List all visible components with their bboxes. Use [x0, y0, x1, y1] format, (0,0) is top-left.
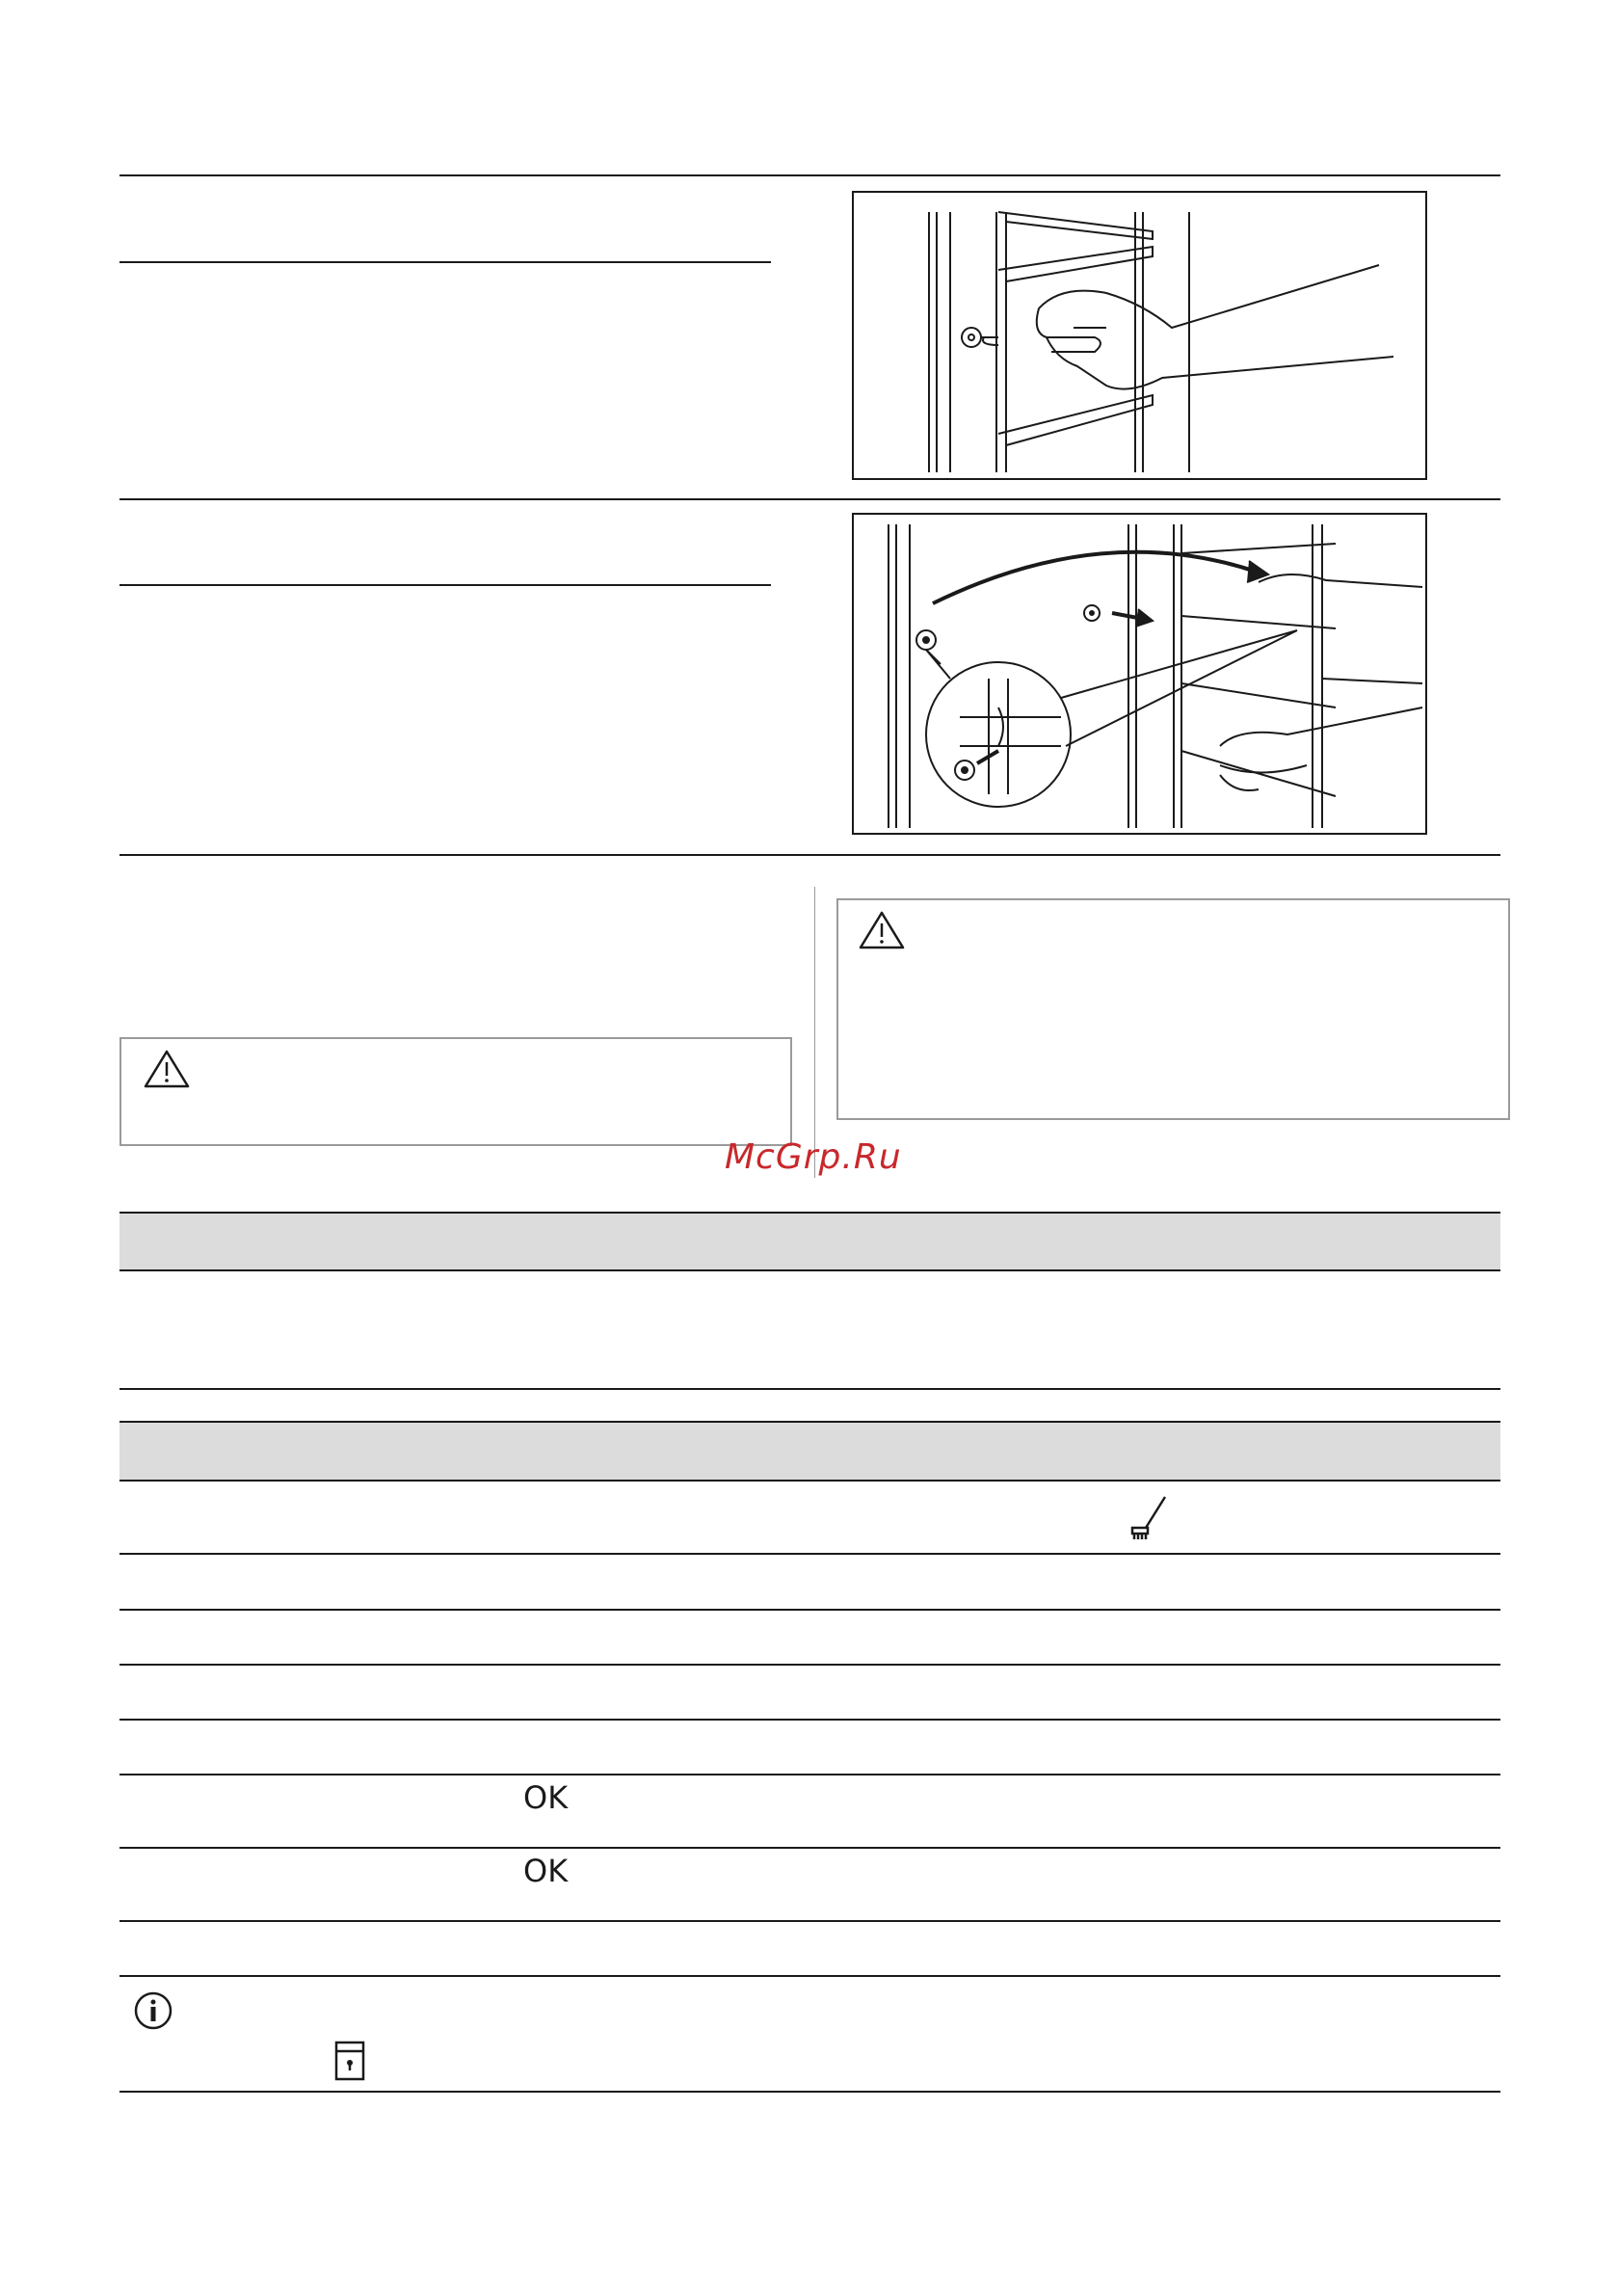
shelf-support-removal-step-1 — [852, 191, 1427, 480]
section-top-rule — [119, 174, 1500, 176]
hand-lifting-shelf-support-with-detail-zoom-illustration — [854, 515, 1425, 833]
table-row-divider — [119, 1553, 1500, 1555]
table-row-divider — [119, 1609, 1500, 1611]
warning-box-right — [836, 898, 1510, 1120]
table-row-divider — [119, 1847, 1500, 1849]
table-row-divider — [119, 1774, 1500, 1775]
table-row-divider — [119, 1920, 1500, 1922]
step1-subrule — [119, 261, 771, 263]
shelf-support-removal-step-2 — [852, 513, 1427, 835]
procedure-table-header — [119, 1421, 1500, 1482]
info-note — [119, 1977, 1500, 2091]
section-1-bottom-rule — [119, 1388, 1500, 1390]
table-row-divider — [119, 1719, 1500, 1721]
step2-subrule — [119, 584, 771, 586]
info-note-bottom-rule — [119, 2091, 1500, 2093]
hand-pulling-shelf-support-illustration — [854, 193, 1425, 478]
section-heading-band-1 — [119, 1212, 1500, 1271]
info-icon — [133, 1990, 173, 2031]
section-bottom-rule — [119, 854, 1500, 856]
table-row — [119, 1480, 1500, 1553]
ok-button-label: OK — [523, 1853, 569, 1889]
section-middle-rule — [119, 498, 1500, 500]
ok-button-label: OK — [523, 1779, 569, 1816]
table-row-divider — [119, 1664, 1500, 1666]
door-lock-icon — [333, 2040, 366, 2082]
warning-box-left — [119, 1037, 792, 1146]
warning-triangle-icon — [143, 1049, 191, 1089]
cleaning-brush-icon — [1127, 1489, 1175, 1545]
warning-triangle-icon — [858, 910, 906, 950]
watermark: McGrp.Ru — [725, 1137, 902, 1177]
column-divider — [814, 887, 815, 1178]
